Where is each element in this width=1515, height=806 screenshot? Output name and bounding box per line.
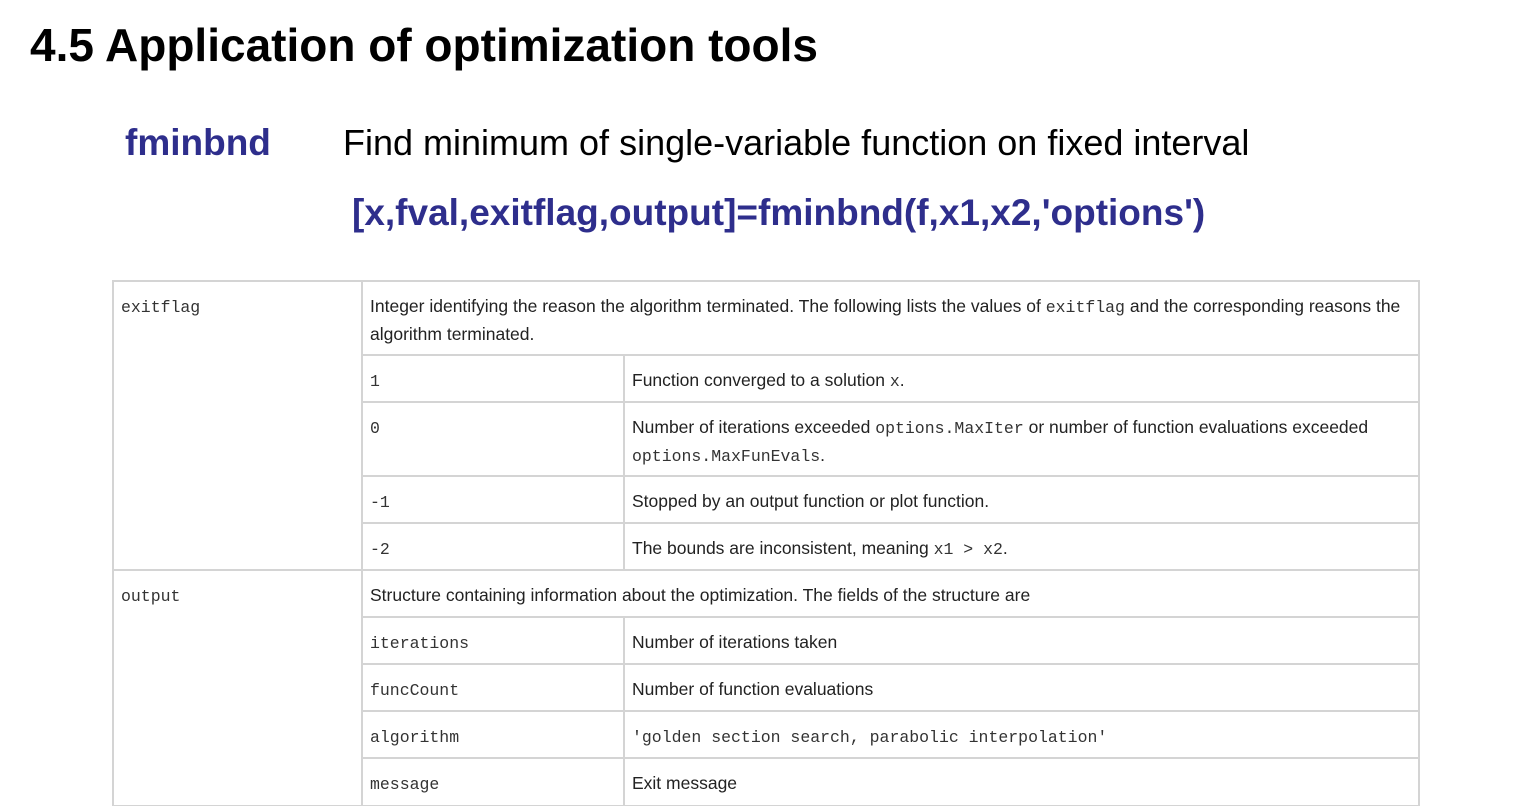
output-field-desc: Number of iterations taken <box>632 632 838 652</box>
meaning-text: Number of iterations exceeded <box>632 417 876 437</box>
output-field-cell <box>362 617 624 664</box>
param-name-exitflag: exitflag <box>121 298 201 317</box>
meaning-text: Stopped by an output function or plot function. <box>632 491 990 511</box>
meaning-text: . <box>1002 538 1008 558</box>
meaning-code: options.MaxFunEvals <box>632 447 821 466</box>
table-row <box>113 570 1419 617</box>
output-field-name: message <box>370 775 440 794</box>
output-field-cell <box>362 711 624 758</box>
output-field-desc: Exit message <box>632 773 738 793</box>
exitflag-value: -2 <box>370 540 390 559</box>
param-description-output <box>362 570 1419 617</box>
table-row <box>113 281 1419 355</box>
meaning-text: . <box>899 370 905 390</box>
description-text: Integer identifying the reason the algorithm terminated. The following lists the values of <box>370 296 1046 316</box>
output-field-desc: 'golden section search, parabolic interpolation' <box>632 728 1108 747</box>
output-field-desc-cell <box>624 711 1419 758</box>
function-name: fminbnd <box>125 122 271 163</box>
exitflag-value: 1 <box>370 372 380 391</box>
meaning-text: The bounds are inconsistent, meaning <box>632 538 934 558</box>
exitflag-value-cell <box>362 402 624 476</box>
description-text: and the corresponding reasons the algorithm terminated. <box>370 296 1401 344</box>
slide-title: 4.5 Application of optimization tools <box>30 19 818 71</box>
exitflag-meaning-cell <box>624 402 1419 476</box>
param-name-cell <box>113 281 362 570</box>
meaning-text: or number of function evaluations exceeded <box>1023 417 1369 437</box>
parameter-table <box>112 280 1420 806</box>
meaning-code: x1 > x2 <box>933 540 1003 559</box>
exitflag-meaning-cell <box>624 355 1419 402</box>
exitflag-value-cell <box>362 476 624 523</box>
param-name-cell <box>113 570 362 806</box>
exitflag-meaning-cell <box>624 523 1419 570</box>
param-description-exitflag <box>362 281 1419 355</box>
output-field-desc: Number of function evaluations <box>632 679 874 699</box>
meaning-code: x <box>889 372 900 391</box>
meaning-text: . <box>820 445 826 465</box>
param-name-output: output <box>121 587 181 606</box>
output-field-cell <box>362 664 624 711</box>
description-code: exitflag <box>1045 298 1125 317</box>
output-field-desc-cell <box>624 617 1419 664</box>
meaning-code: options.MaxIter <box>875 419 1024 438</box>
meaning-text: Function converged to a solution <box>632 370 890 390</box>
exitflag-value: 0 <box>370 419 380 438</box>
exitflag-value: -1 <box>370 493 390 512</box>
output-field-desc-cell <box>624 758 1419 806</box>
exitflag-value-cell <box>362 523 624 570</box>
output-field-cell <box>362 758 624 806</box>
exitflag-meaning-cell <box>624 476 1419 523</box>
output-field-name: funcCount <box>370 681 460 700</box>
exitflag-value-cell <box>362 355 624 402</box>
function-description: Find minimum of single-variable function on fixed interval <box>343 122 1250 163</box>
output-field-name: algorithm <box>370 728 460 747</box>
output-field-name: iterations <box>370 634 470 653</box>
function-syntax: [x,fval,exitflag,output]=fminbnd(f,x1,x2,'options') <box>352 192 1206 233</box>
output-field-desc-cell <box>624 664 1419 711</box>
description-text: Structure containing information about the optimization. The fields of the structure are <box>370 585 1031 605</box>
